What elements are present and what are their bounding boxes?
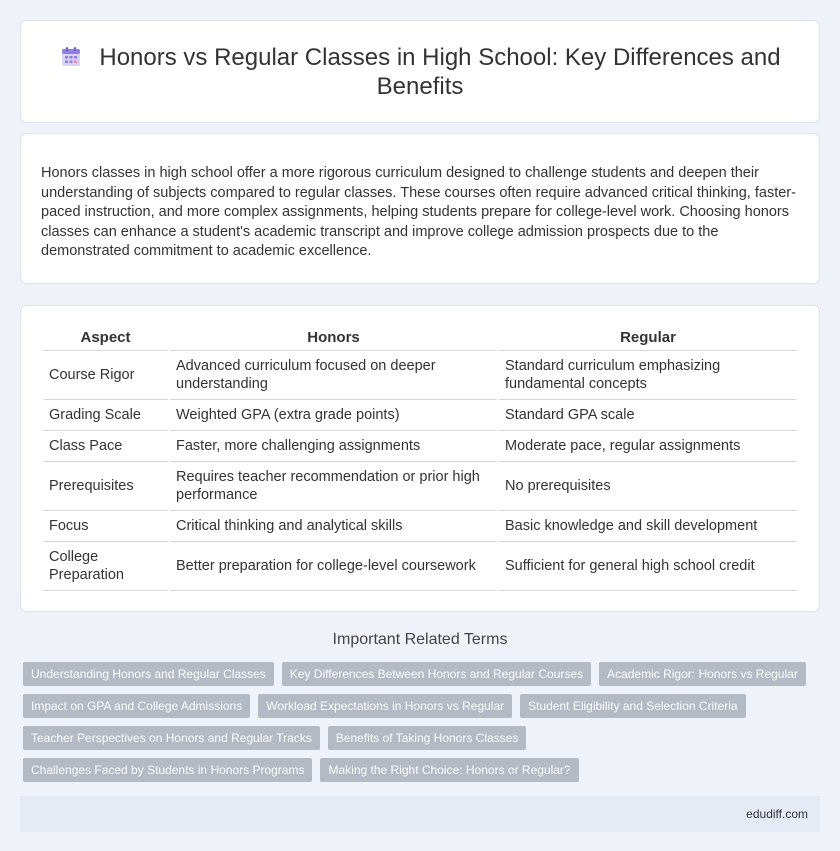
title-card	[20, 20, 820, 123]
related-terms-tags	[20, 662, 820, 782]
honors-cell: Requires teacher recommendation or prior high performance	[170, 462, 497, 511]
table-header-row	[43, 322, 797, 351]
table-row	[43, 400, 797, 431]
comparison-table-card	[20, 305, 820, 612]
footer	[20, 796, 820, 832]
regular-cell: Basic knowledge and skill development	[499, 511, 797, 542]
table-row	[43, 462, 797, 511]
related-terms-title: Important Related Terms	[332, 630, 508, 648]
related-term-tag[interactable]: Teacher Perspectives on Honors and Regular Tracks	[23, 726, 320, 750]
table-row	[43, 431, 797, 462]
related-term-tag[interactable]: Benefits of Taking Honors Classes	[328, 726, 527, 750]
related-term-tag[interactable]: Academic Rigor: Honors vs Regular	[599, 662, 806, 686]
related-term-tag[interactable]: Impact on GPA and College Admissions	[23, 694, 250, 718]
column-header-regular: Regular	[499, 322, 797, 351]
honors-cell: Weighted GPA (extra grade points)	[170, 400, 497, 431]
related-term-tag[interactable]: Key Differences Between Honors and Regular Courses	[282, 662, 591, 686]
honors-cell: Critical thinking and analytical skills	[170, 511, 497, 542]
column-header-honors: Honors	[170, 322, 497, 351]
aspect-cell: Prerequisites	[43, 462, 168, 511]
comparison-table	[41, 322, 799, 591]
column-header-aspect: Aspect	[43, 322, 168, 351]
regular-cell: Moderate pace, regular assignments	[499, 431, 797, 462]
related-term-tag[interactable]: Student Eligibility and Selection Criteria	[520, 694, 745, 718]
calendar-icon	[59, 45, 83, 69]
table-row	[43, 542, 797, 591]
honors-cell: Better preparation for college-level coursework	[170, 542, 497, 591]
regular-cell: Sufficient for general high school credit	[499, 542, 797, 591]
related-terms-section	[20, 631, 820, 782]
table-row	[43, 351, 797, 400]
related-term-tag[interactable]: Making the Right Choice: Honors or Regular?	[320, 758, 578, 782]
page-title	[51, 43, 789, 101]
regular-cell: No prerequisites	[499, 462, 797, 511]
regular-cell: Standard curriculum emphasizing fundamental concepts	[499, 351, 797, 400]
related-term-tag[interactable]: Challenges Faced by Students in Honors Programs	[23, 758, 312, 782]
table-row	[43, 511, 797, 542]
footer-site-link[interactable]: edudiff.com	[746, 806, 808, 821]
aspect-cell: Class Pace	[43, 431, 168, 462]
aspect-cell: College Preparation	[43, 542, 168, 591]
intro-paragraph: Honors classes in high school offer a more rigorous curriculum designed to challenge students and deepen their understanding of subjects compared to regular classes. These courses often require advanced critical thinking, faster-paced instruction, and more complex assignments, helping students prepare for college-level work. Choosing honors classes can enhance a student's academic transcript and improve college admission prospects due to the demonstrated commitment to academic excellence.	[41, 165, 796, 260]
honors-cell: Advanced curriculum focused on deeper understanding	[170, 351, 497, 400]
related-term-tag[interactable]: Workload Expectations in Honors vs Regular	[258, 694, 512, 718]
honors-cell: Faster, more challenging assignments	[170, 431, 497, 462]
aspect-cell: Focus	[43, 511, 168, 542]
aspect-cell: Grading Scale	[43, 400, 168, 431]
aspect-cell: Course Rigor	[43, 351, 168, 400]
intro-card	[20, 133, 820, 284]
related-term-tag[interactable]: Understanding Honors and Regular Classes	[23, 662, 274, 686]
regular-cell: Standard GPA scale	[499, 400, 797, 431]
page-title-text: Honors vs Regular Classes in High School: Key Differences and Benefits	[99, 43, 781, 100]
